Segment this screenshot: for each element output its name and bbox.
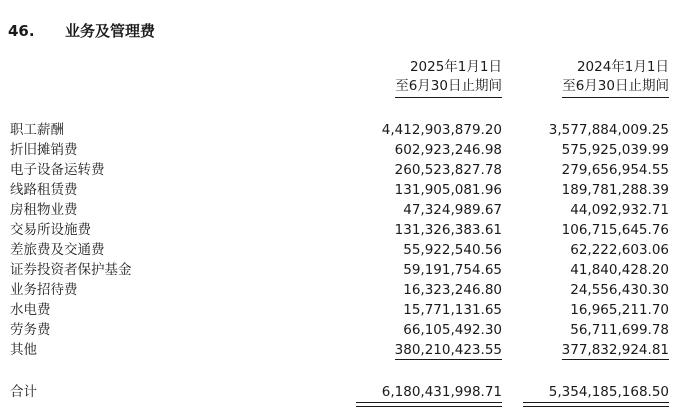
row-value-prior: 24,556,430.30 xyxy=(570,282,669,298)
row-label: 证券投资者保护基金 xyxy=(10,262,132,278)
row-value-current: 260,523,827.78 xyxy=(394,162,502,178)
column-header-prior-period: 至6月30日止期间 xyxy=(562,77,669,98)
table-row xyxy=(0,120,700,140)
table-row xyxy=(0,200,700,220)
row-value-current: 16,323,246.80 xyxy=(403,282,502,298)
total-row xyxy=(0,382,700,402)
row-label: 其他 xyxy=(10,342,37,358)
row-label: 交易所设施费 xyxy=(10,222,91,238)
row-value-current: 131,326,383.61 xyxy=(394,222,502,238)
total-double-rule-prior xyxy=(523,402,669,407)
column-header-prior xyxy=(519,58,669,98)
column-header-current xyxy=(352,58,502,98)
row-value-prior: 56,711,699.78 xyxy=(570,322,669,338)
row-value-prior: 279,656,954.55 xyxy=(561,162,669,178)
row-value-prior: 16,965,211.70 xyxy=(570,302,669,318)
row-value-current: 66,105,492.30 xyxy=(403,322,502,338)
table-row xyxy=(0,140,700,160)
table-row xyxy=(0,280,700,300)
row-value-current: 59,191,754.65 xyxy=(403,262,502,278)
table-row xyxy=(0,260,700,280)
row-value-current: 131,905,081.96 xyxy=(394,182,502,198)
table-row xyxy=(0,320,700,340)
row-label: 房租物业费 xyxy=(10,202,78,218)
table-row xyxy=(0,160,700,180)
table-row xyxy=(0,240,700,260)
row-value-prior: 3,577,884,009.25 xyxy=(548,122,669,138)
column-header-prior-date: 2024年1月1日 xyxy=(576,59,669,75)
section-title: 业务及管理费 xyxy=(65,22,156,40)
total-value-current xyxy=(352,382,502,402)
row-label: 折旧摊销费 xyxy=(10,142,78,158)
row-label: 职工薪酬 xyxy=(10,122,64,138)
total-value-prior-text: 5,354,185,168.50 xyxy=(548,384,669,400)
row-label: 电子设备运转费 xyxy=(10,162,105,178)
row-value-prior-text: 377,832,924.81 xyxy=(561,342,669,358)
row-label: 劳务费 xyxy=(10,322,51,338)
table-row xyxy=(0,300,700,320)
row-value-current: 602,923,246.98 xyxy=(394,142,502,158)
row-value-prior xyxy=(519,340,669,360)
row-value-prior: 41,840,428.20 xyxy=(570,262,669,278)
row-value-current: 15,771,131.65 xyxy=(403,302,502,318)
row-label: 业务招待费 xyxy=(10,282,78,298)
row-value-current xyxy=(352,340,502,360)
table-row xyxy=(0,180,700,200)
table-row xyxy=(0,340,700,360)
table-row xyxy=(0,220,700,240)
row-value-current: 55,922,540.56 xyxy=(403,242,502,258)
row-value-prior: 106,715,645.76 xyxy=(561,222,669,238)
total-value-prior xyxy=(519,382,669,402)
total-value-current-text: 6,180,431,998.71 xyxy=(381,384,502,400)
row-value-current: 47,324,989.67 xyxy=(403,202,502,218)
row-value-current: 4,412,903,879.20 xyxy=(381,122,502,138)
column-header-current-date: 2025年1月1日 xyxy=(409,59,502,75)
row-label: 水电费 xyxy=(10,302,51,318)
total-double-rule-current xyxy=(356,402,502,407)
row-value-current-text: 380,210,423.55 xyxy=(394,342,502,358)
row-value-prior: 189,781,288.39 xyxy=(561,182,669,198)
row-value-prior: 575,925,039.99 xyxy=(561,142,669,158)
section-number: 46. xyxy=(8,22,35,40)
row-value-prior: 62,222,603.06 xyxy=(570,242,669,258)
row-value-prior: 44,092,932.71 xyxy=(570,202,669,218)
row-label: 差旅费及交通费 xyxy=(10,242,105,258)
total-label: 合计 xyxy=(10,384,37,400)
column-header-current-period: 至6月30日止期间 xyxy=(395,77,502,98)
row-label: 线路租赁费 xyxy=(10,182,78,198)
